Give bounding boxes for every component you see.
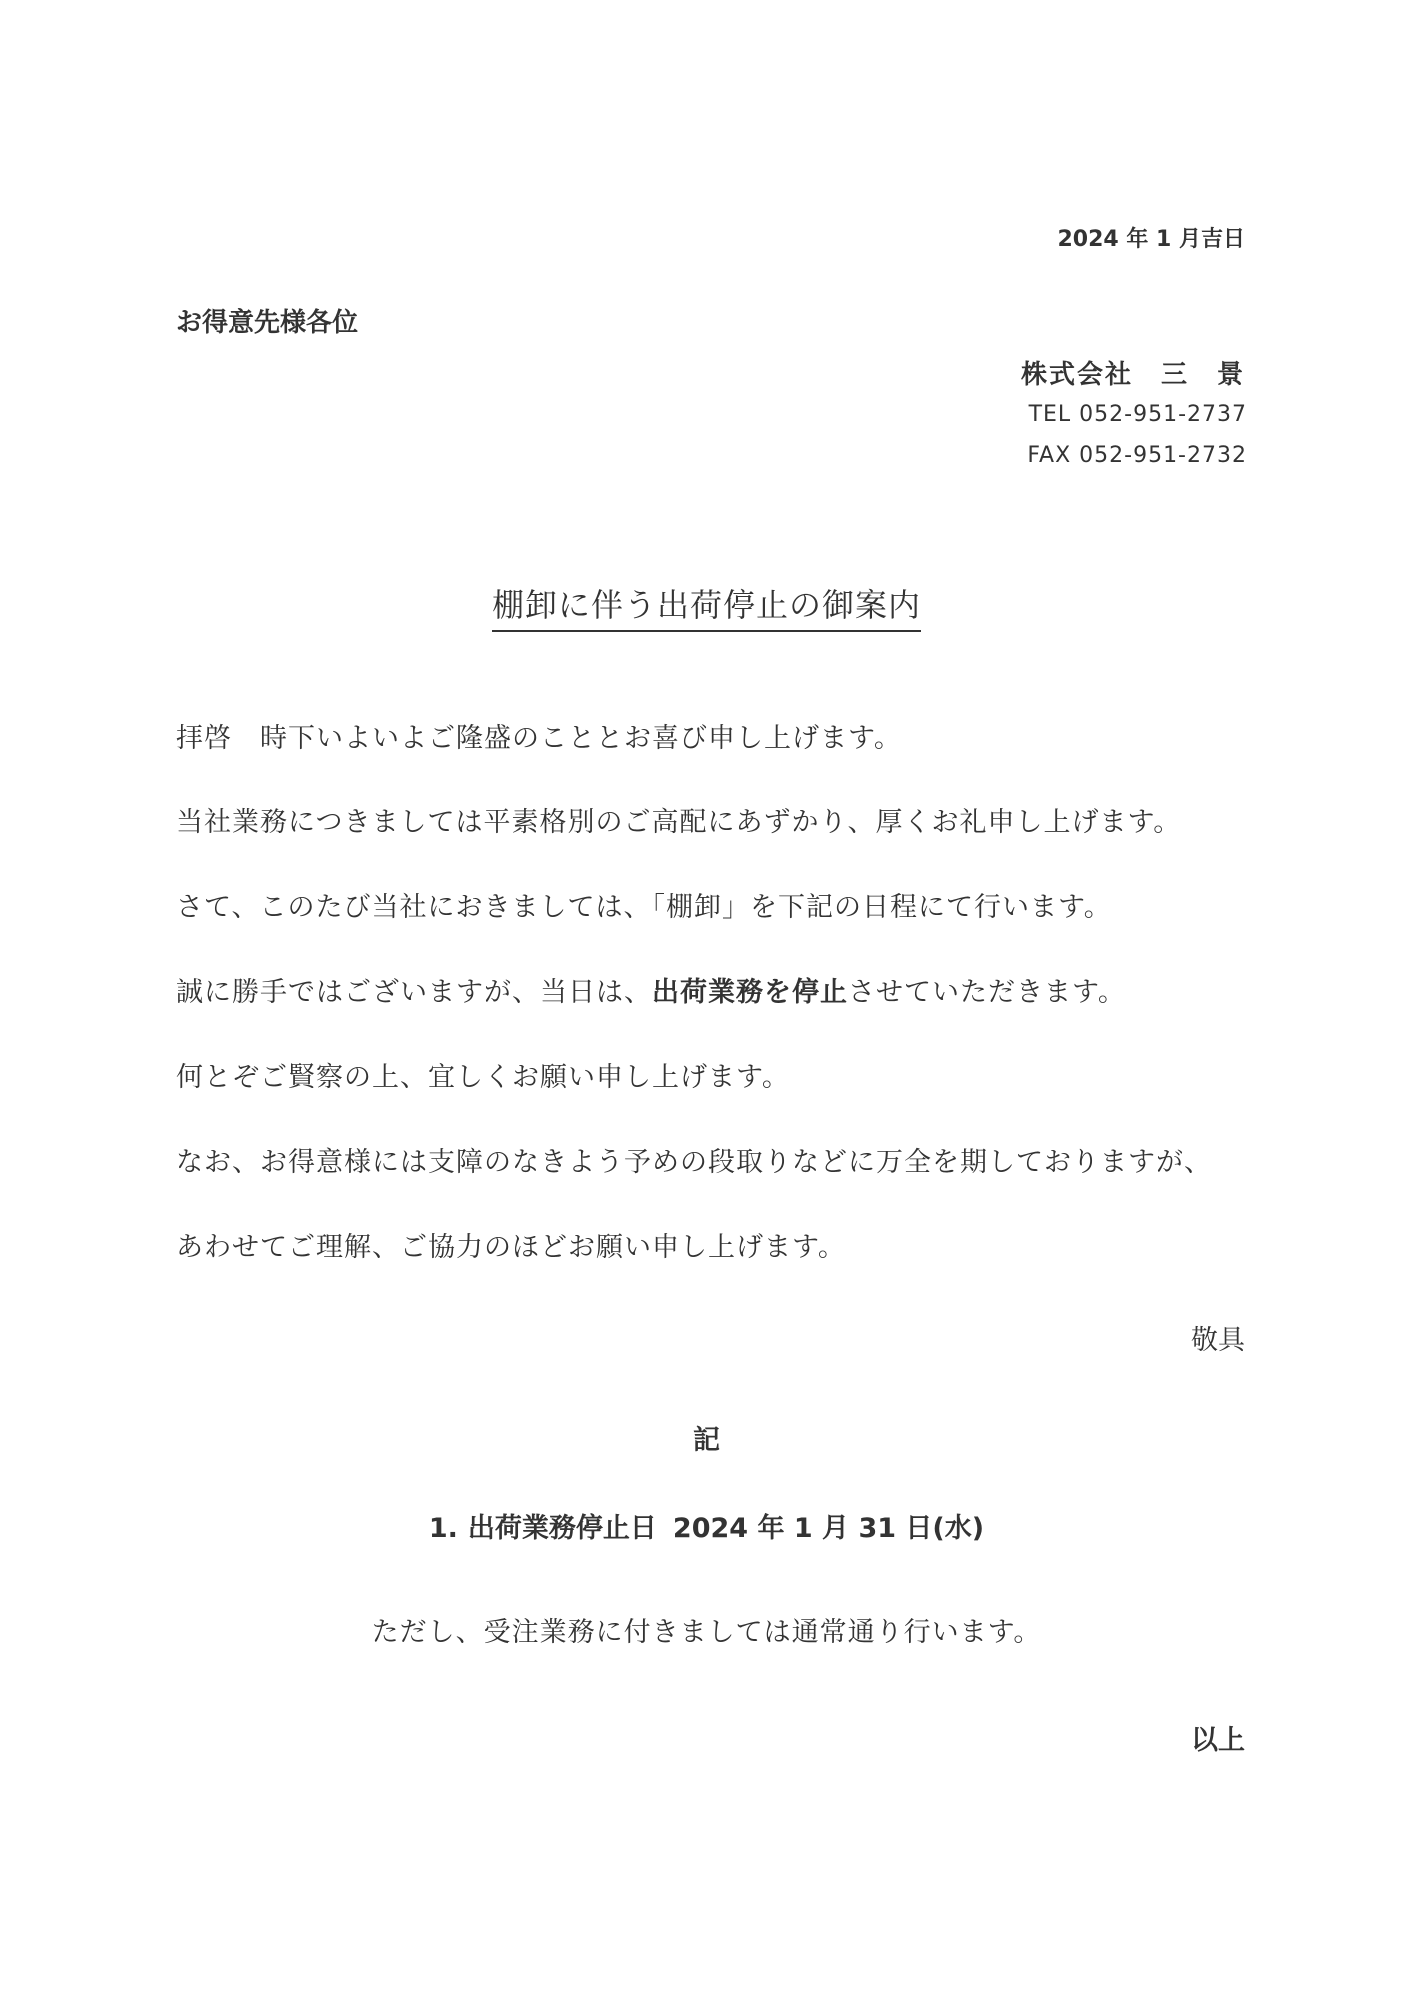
issue-date: 2024 年 1 月吉日 bbox=[1057, 227, 1245, 252]
sender-tel: TEL 052-951-2737 bbox=[1028, 402, 1247, 427]
closing-keigu: 敬具 bbox=[1191, 1325, 1245, 1356]
body-line-suspension-post: させていただきます。 bbox=[848, 977, 1126, 1008]
body-line-suspension-pre: 誠に勝手ではございますが、当日は、 bbox=[176, 977, 652, 1008]
body-line-suspension bbox=[176, 970, 1126, 1009]
order-note: ただし、受注業務に付きましては通常通り行います。 bbox=[371, 1617, 1042, 1648]
body-line-inventory: さて、このたび当社におきましては、「棚卸」を下記の日程にて行います。 bbox=[176, 892, 1112, 923]
schedule-item-label: 出荷業務停止日 bbox=[467, 1513, 657, 1544]
document-title bbox=[0, 580, 1413, 626]
schedule-item-date: 2024 年 1 月 31 日(水) bbox=[672, 1513, 985, 1544]
body-line-cooperation: あわせてご理解、ご協力のほどお願い申し上げます。 bbox=[176, 1232, 846, 1263]
sender-fax: FAX 052-951-2732 bbox=[1027, 443, 1247, 468]
end-ijou: 以上 bbox=[1191, 1725, 1245, 1756]
body-line-preparation: なお、お得意様には支障のなきよう予めの段取りなどに万全を期しておりますが、 bbox=[176, 1147, 1212, 1178]
body-line-greeting: 拝啓 時下いよいよご隆盛のこととお喜び申し上げます。 bbox=[176, 723, 902, 754]
document-title-text: 棚卸に伴う出荷停止の御案内 bbox=[492, 586, 921, 632]
ki-heading: 記 bbox=[693, 1425, 720, 1456]
schedule-item-number: 1. bbox=[428, 1513, 458, 1544]
body-line-suspension-emphasis: 出荷業務を停止 bbox=[652, 977, 848, 1008]
recipient: お得意先様各位 bbox=[176, 308, 359, 338]
body-line-request: 何とぞご賢察の上、宜しくお願い申し上げます。 bbox=[176, 1062, 790, 1093]
sender-company: 株式会社 三 景 bbox=[1020, 360, 1245, 390]
schedule-item bbox=[0, 1506, 1413, 1545]
body-line-thanks: 当社業務につきましては平素格別のご高配にあずかり、厚くお礼申し上げます。 bbox=[176, 807, 1182, 838]
